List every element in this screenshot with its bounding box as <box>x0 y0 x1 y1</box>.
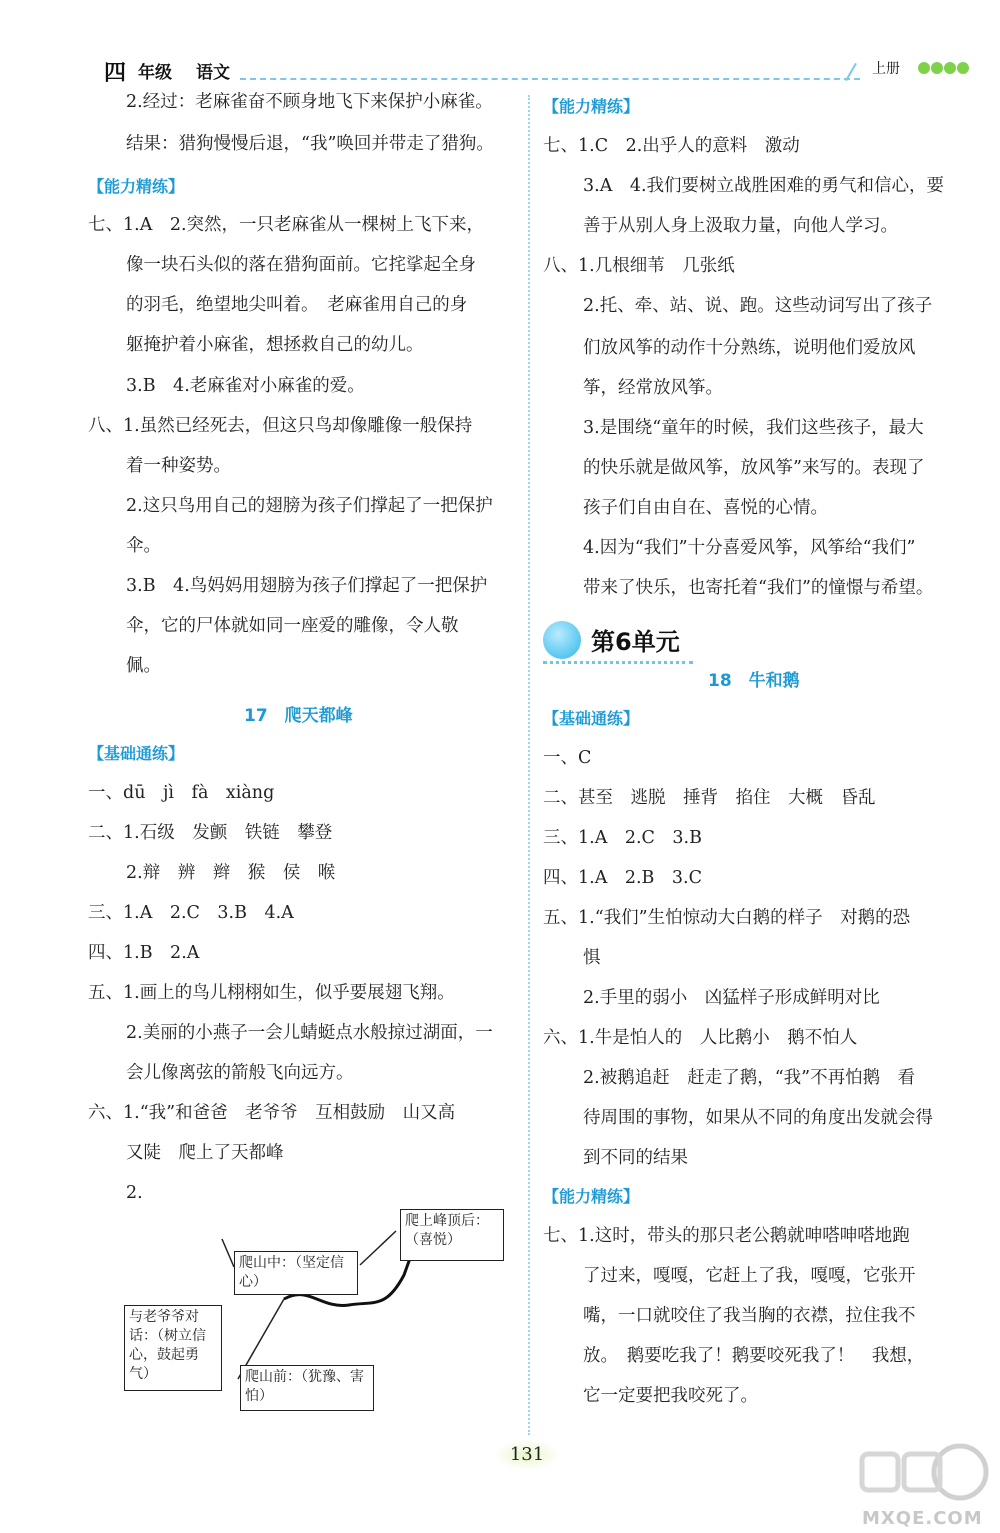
answer-line: 2.托、牵、站、说、跑。这些动词写出了孩子 <box>583 296 933 316</box>
answer-line: 伞，它的尸体就如同一座爱的雕像，令人敬 <box>126 616 459 636</box>
answer-line: 七、1.A 2.突然，一只老麻雀从一棵树上飞下来， <box>88 215 485 235</box>
answer-line: 2.辩 辨 辫 猴 侯 喉 <box>126 863 336 883</box>
connector-line <box>222 1239 234 1267</box>
subject-label: 语文 <box>196 63 230 83</box>
answer-line: 二、甚至 逃脱 捶背 掐住 大概 昏乱 <box>543 788 876 808</box>
section-tag: 【能力精练】 <box>88 177 185 196</box>
answer-line: 五、1.“我们”生怕惊动大白鹅的样子 对鹅的恐 <box>543 908 911 928</box>
unit-badge-icon <box>543 621 581 659</box>
answer-line: 结果：猎狗慢慢后退，“我”唤回并带走了猎狗。 <box>126 134 494 154</box>
answer-line: 会儿像离弦的箭般飞向远方。 <box>126 1063 354 1083</box>
box-during-climb: 爬山中：（坚定信心） <box>234 1251 358 1295</box>
answer-line: 3.是围绕“童年的时候，我们这些孩子，最大 <box>583 418 924 438</box>
decor-dot <box>918 62 930 74</box>
answer-line: 又陡 爬上了天都峰 <box>126 1143 284 1163</box>
answer-line: 2.被鹅追赶 赶走了鹅，“我”不再怕鹅 看 <box>583 1068 916 1088</box>
answer-line: 2.经过：老麻雀奋不顾身地飞下来保护小麻雀。 <box>126 92 493 112</box>
answer-line: 四、1.A 2.B 3.C <box>543 868 702 888</box>
lesson-title: 17 爬天都峰 <box>244 706 353 726</box>
answer-line: 3.A 4.我们要树立战胜困难的勇气和信心，要 <box>583 176 945 196</box>
answer-line: 三、1.A 2.C 3.B <box>543 828 702 848</box>
answer-line: 七、1.C 2.出乎人的意料 激动 <box>543 136 800 156</box>
decor-dot <box>931 62 943 74</box>
answer-line: 带来了快乐，也寄托着“我们”的憧憬与希望。 <box>583 578 934 598</box>
page-header <box>0 0 1000 90</box>
page-number: 131 <box>496 1440 558 1470</box>
grade-label: 年级 <box>138 63 172 83</box>
answer-line: 四、1.B 2.A <box>88 943 200 963</box>
answer-line: 的羽毛，绝望地尖叫着。 老麻雀用自己的身 <box>126 295 468 315</box>
answer-line: 七、1.这时，带头的那只老公鹅就呻嗒呻嗒地跑 <box>543 1226 910 1246</box>
header-rule <box>240 78 860 80</box>
answer-line: 三、1.A 2.C 3.B 4.A <box>88 903 294 923</box>
answer-line: 3.B 4.鸟妈妈用翅膀为孩子们撑起了一把保护 <box>126 576 488 596</box>
answer-line: 3.B 4.老麻雀对小麻雀的爱。 <box>126 376 365 396</box>
answer-line: 着一种姿势。 <box>126 456 231 476</box>
answer-line: 孩子们自由自在、喜悦的心情。 <box>583 498 828 518</box>
answer-line: 六、1.“我”和爸爸 老爷爷 互相鼓励 山又高 <box>88 1103 456 1123</box>
answer-line: 筝，经常放风筝。 <box>583 378 723 398</box>
answer-line: 二、1.石级 发颤 铁链 攀登 <box>88 823 333 843</box>
answer-line: 到不同的结果 <box>583 1148 688 1168</box>
lesson-title: 18 牛和鹅 <box>708 671 800 691</box>
decor-dot <box>944 62 956 74</box>
answer-line: 4.因为“我们”十分喜爱风筝，风筝给“我们” <box>583 538 916 558</box>
answer-line: 像一块石头似的落在猎狗面前。它挓挲起全身 <box>126 255 476 275</box>
decor-dot <box>957 62 969 74</box>
answer-line: 五、1.画上的鸟儿栩栩如生，似乎要展翅飞翔。 <box>88 983 455 1003</box>
box-talk-with-grandpa: 与老爷爷对话：（树立信心，鼓起勇气） <box>124 1305 222 1391</box>
answer-line: 躯掩护着小麻雀，想拯救自己的幼儿。 <box>126 335 424 355</box>
answer-line: 2.美丽的小燕子一会儿蜻蜓点水般掠过湖面，一 <box>126 1023 493 1043</box>
section-tag: 【能力精练】 <box>543 97 640 116</box>
box-before-climb: 爬山前：（犹豫、害怕） <box>240 1365 374 1411</box>
volume-label: 上册 <box>872 61 900 77</box>
answer-line: 了过来，嘎嘎，它赶上了我，嘎嘎，它张开 <box>583 1266 916 1286</box>
answer-line: 2. <box>126 1183 143 1203</box>
answer-line: 八、1.几根细苇 几张纸 <box>543 256 735 276</box>
answer-line: 一、dū jì fà xiàng <box>88 783 275 803</box>
connector-line <box>360 1231 396 1265</box>
answer-line: 佩。 <box>126 656 161 676</box>
watermark-text: MXQE.COM <box>862 1508 983 1529</box>
section-tag: 【基础通练】 <box>543 709 640 728</box>
answer-line: 2.这只鸟用自己的翅膀为孩子们撑起了一把保护 <box>126 496 493 516</box>
answer-line: 放。 鹅要吃我了！鹅要咬死我了！ 我想， <box>583 1346 925 1366</box>
header-dots-decoration <box>918 62 969 74</box>
answer-line: 惧 <box>583 948 601 968</box>
answer-line: 待周围的事物，如果从不同的角度出发就会得 <box>583 1108 933 1128</box>
answer-line: 们放风筝的动作十分熟练，说明他们爱放风 <box>583 338 916 358</box>
section-tag: 【能力精练】 <box>543 1187 640 1206</box>
box-after-summit: 爬上峰顶后：（喜悦） <box>400 1209 504 1261</box>
answer-line: 一、C <box>543 748 592 768</box>
unit-title: 第6单元 <box>591 628 680 656</box>
climb-mood-diagram <box>124 1205 524 1425</box>
answer-line: 六、1.牛是怕人的 人比鹅小 鹅不怕人 <box>543 1028 858 1048</box>
section-tag: 【基础通练】 <box>88 744 185 763</box>
answer-line: 2.手里的弱小 凶猛样子形成鲜明对比 <box>583 988 880 1008</box>
answer-line: 八、1.虽然已经死去，但这只鸟却像雕像一般保持 <box>88 416 473 436</box>
unit-underline <box>543 661 693 664</box>
grade-number: 四 <box>104 61 127 86</box>
answer-line: 善于从别人身上汲取力量，向他人学习。 <box>583 216 898 236</box>
answer-line: 伞。 <box>126 536 161 556</box>
column-divider <box>528 95 530 1435</box>
answer-line: 它一定要把我咬死了。 <box>583 1386 758 1406</box>
answer-line: 的快乐就是做风筝，放风筝”来写的。表现了 <box>583 458 925 478</box>
answer-line: 嘴，一口就咬住了我当胸的衣襟，拉住我不 <box>583 1306 916 1326</box>
